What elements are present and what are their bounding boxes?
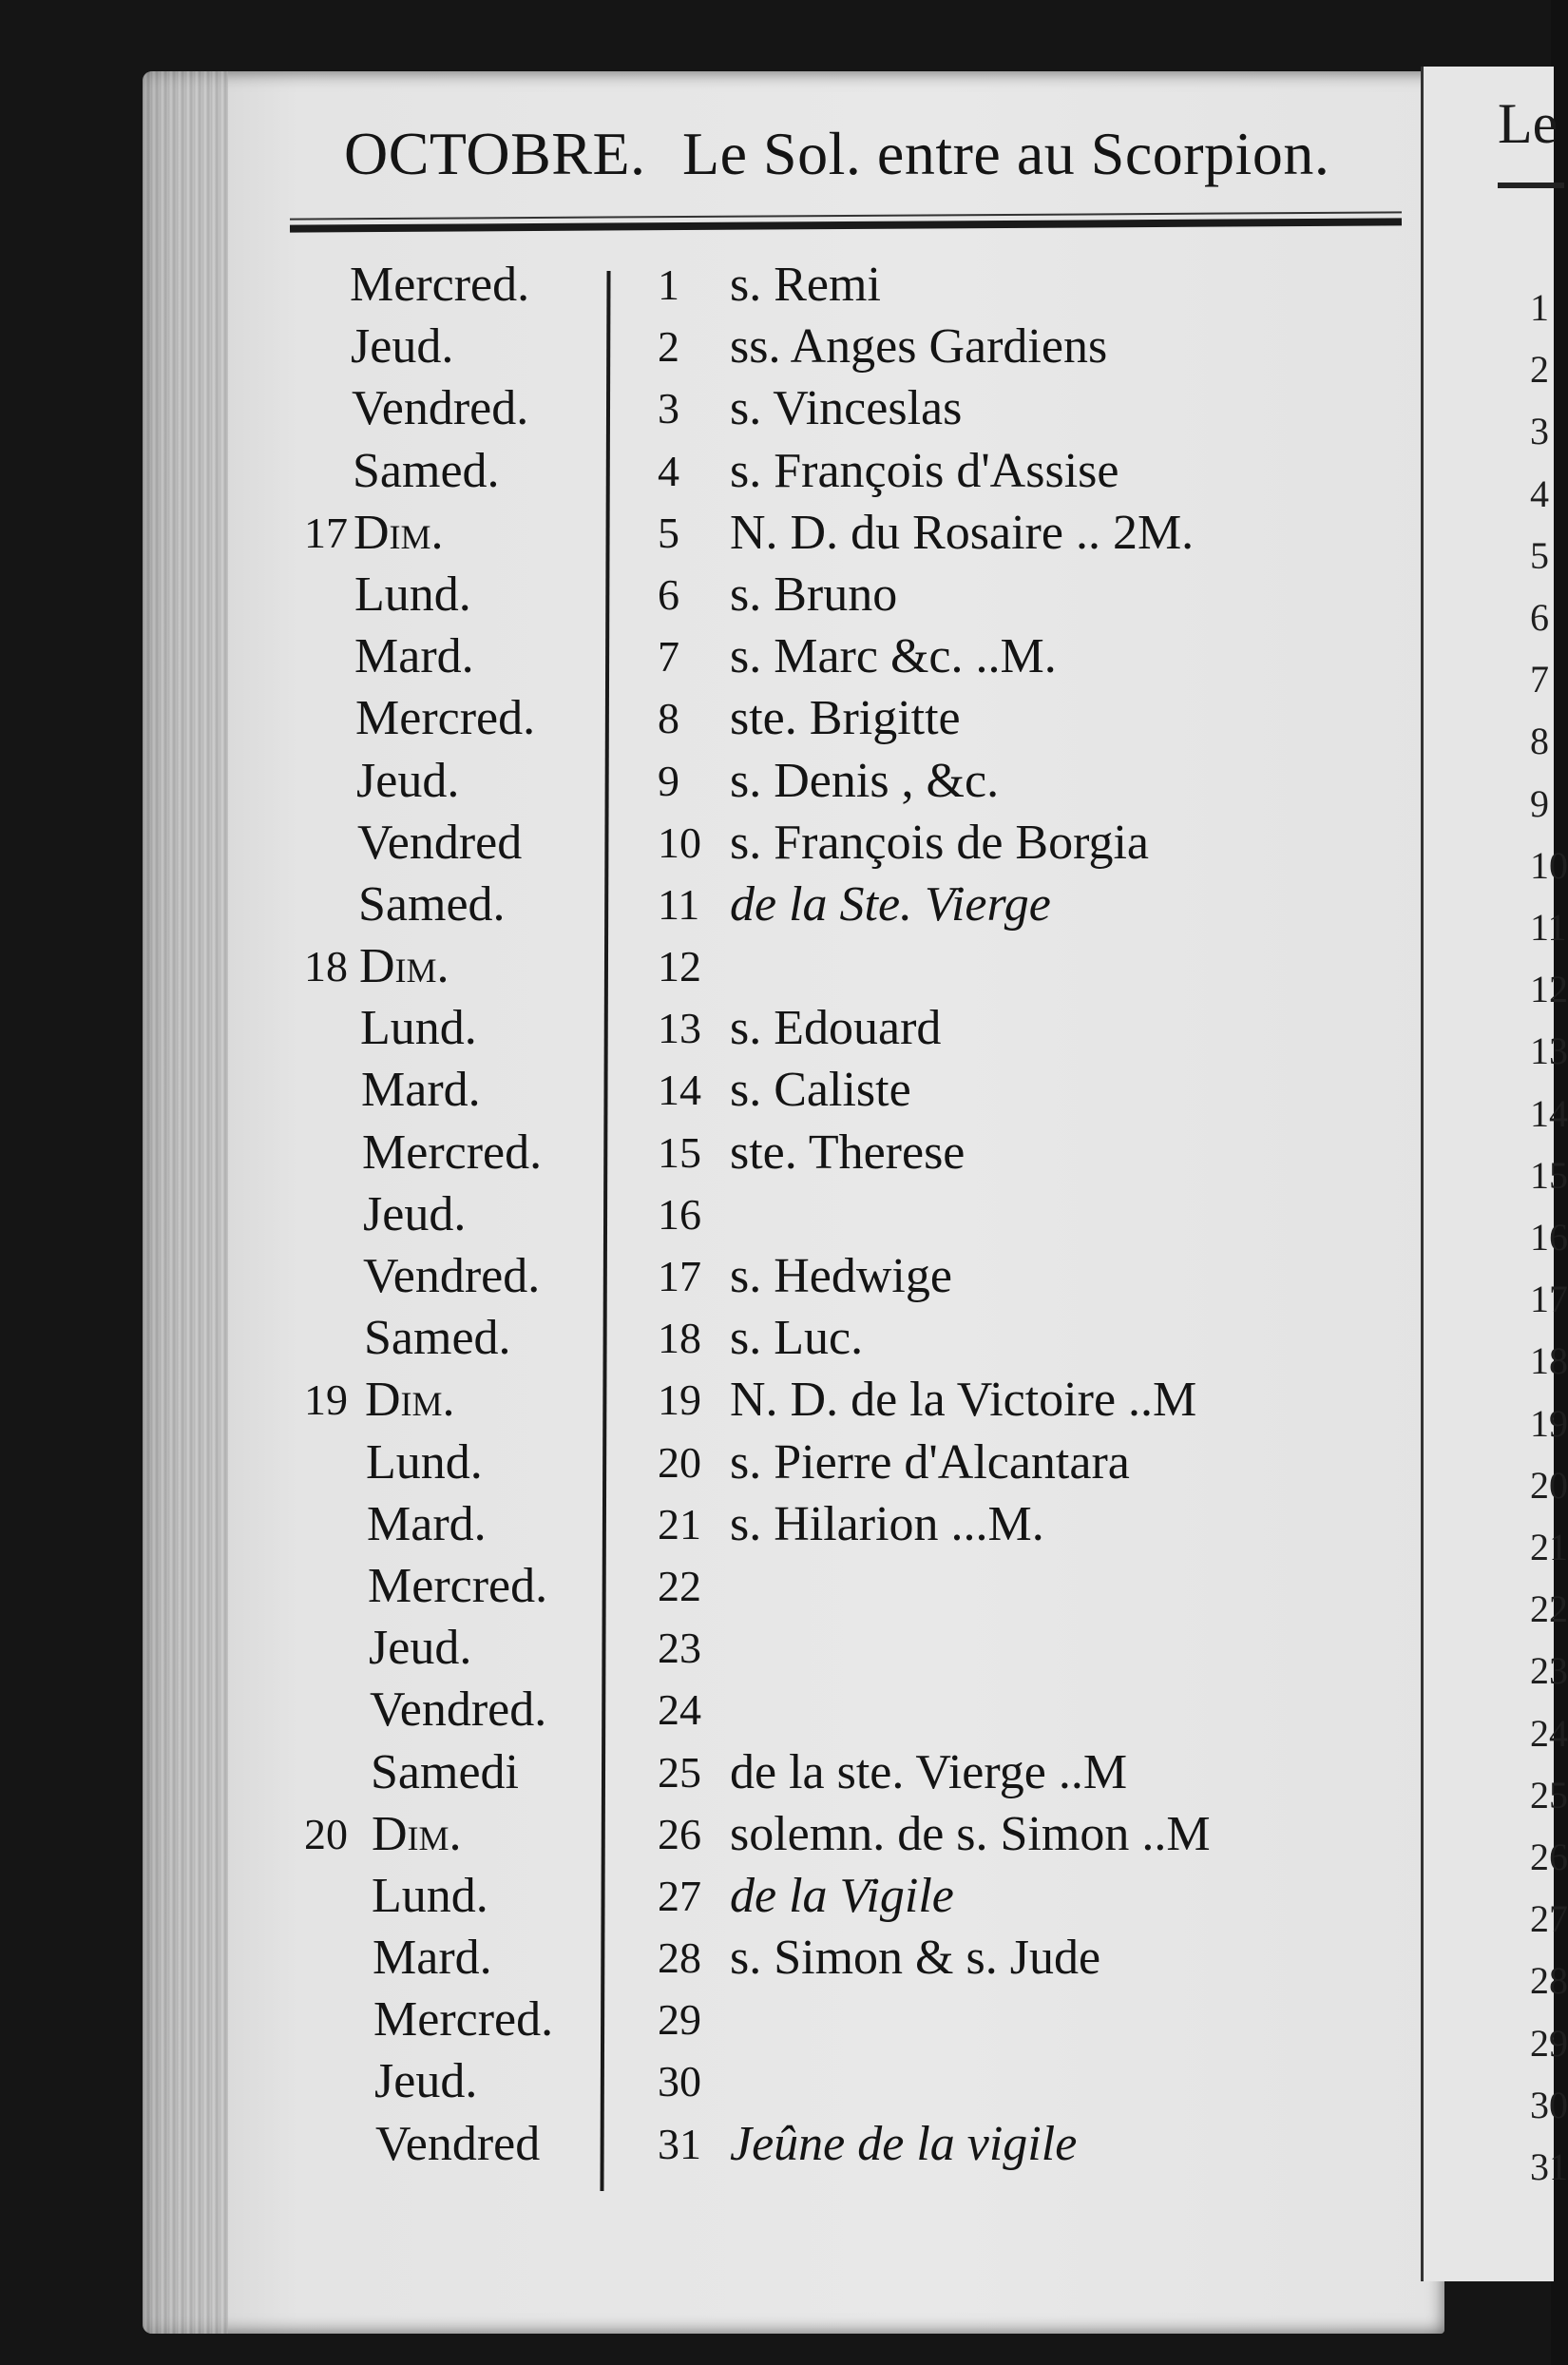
- facing-page-digit: 24: [1530, 1711, 1568, 1755]
- day-number: 30: [658, 2057, 701, 2106]
- weekday: Vendred.: [370, 1682, 547, 1738]
- weekday: Jeud.: [369, 1621, 472, 1676]
- facing-page-digit: 14: [1530, 1091, 1568, 1135]
- facing-page-digit: 1: [1530, 286, 1549, 329]
- feast-entry: ste. Therese: [730, 1125, 966, 1180]
- facing-page-digit: 18: [1530, 1339, 1568, 1383]
- calendar-row: [0, 750, 1551, 812]
- weekday: Jeud.: [374, 2054, 478, 2109]
- calendar-row: [0, 1183, 1551, 1245]
- facing-page-digit: 21: [1530, 1526, 1568, 1568]
- feast-entry: s. Marc &c. ..M.: [730, 629, 1057, 684]
- weekday: Vendred.: [363, 1249, 541, 1303]
- facing-page-digit: 3: [1530, 410, 1549, 453]
- calendar-row: [0, 997, 1551, 1059]
- weekday: Lund.: [366, 1434, 483, 1490]
- facing-page-digit: 19: [1530, 1401, 1568, 1445]
- weekday: Samed.: [353, 443, 500, 498]
- day-number: 3: [658, 384, 679, 433]
- feast-entry: N. D. de la Victoire ..M: [730, 1373, 1197, 1428]
- calendar-row: [0, 874, 1551, 935]
- day-number: 6: [658, 569, 679, 619]
- weekday: Vendred: [375, 2116, 541, 2171]
- facing-page-rule: [1498, 183, 1564, 188]
- calendar-row: [0, 440, 1551, 502]
- calendar-row: [0, 1307, 1551, 1369]
- feast-entry: N. D. du Rosaire .. 2M.: [730, 505, 1195, 560]
- calendar-rows: [0, 254, 1551, 2175]
- weekday: Mard.: [354, 629, 474, 684]
- day-number: 21: [658, 1499, 701, 1548]
- day-number: 26: [658, 1809, 701, 1858]
- calendar-row: [0, 2050, 1551, 2112]
- facing-page-digit: 22: [1530, 1587, 1568, 1631]
- facing-page-digit: 7: [1530, 658, 1549, 702]
- calendar-row: [0, 1927, 1551, 1989]
- calendar-row: [0, 316, 1551, 377]
- weekday: Jeud.: [356, 753, 460, 808]
- feast-entry: de la Vigile: [730, 1868, 954, 1923]
- facing-page-digit: 2: [1530, 348, 1549, 392]
- calendar-row: [0, 254, 1551, 316]
- calendar-row: [0, 1059, 1551, 1121]
- weekday: Mard.: [367, 1496, 487, 1551]
- calendar-row: [0, 812, 1551, 874]
- weekday: Dim.: [365, 1373, 455, 1428]
- month-title: OCTOBRE.: [344, 120, 646, 187]
- calendar-row: [0, 564, 1551, 625]
- weekday: Dim.: [359, 939, 449, 994]
- facing-page-digit: 27: [1530, 1897, 1568, 1941]
- weekday: Mercred.: [350, 258, 530, 312]
- facing-page-digit: 6: [1530, 596, 1549, 639]
- feast-entry: s. Edouard: [730, 1001, 942, 1056]
- feast-entry: s. Vinceslas: [730, 381, 963, 436]
- facing-page-digit: 20: [1530, 1463, 1568, 1507]
- weekday: Mard.: [361, 1063, 481, 1118]
- day-number: 27: [658, 1871, 701, 1920]
- calendar-row: [0, 1369, 1551, 1431]
- day-number: 16: [658, 1189, 701, 1239]
- week-number: 17: [304, 508, 348, 557]
- feast-entry: de la Ste. Vierge: [730, 876, 1051, 932]
- day-number: 23: [658, 1624, 701, 1673]
- facing-page-digit: 26: [1530, 1836, 1568, 1878]
- page-header: [344, 119, 1408, 189]
- calendar-row: [0, 1617, 1551, 1679]
- feast-entry: s. Denis , &c.: [730, 753, 1000, 808]
- weekday: Vendred: [357, 815, 523, 870]
- day-number: 2: [658, 322, 679, 372]
- weekday: Dim.: [372, 1806, 462, 1861]
- weekday: Mercred.: [373, 1992, 554, 2048]
- feast-entry: s. Luc.: [730, 1311, 864, 1366]
- weekday: Mard.: [373, 1931, 492, 1986]
- feast-entry: ss. Anges Gardiens: [730, 319, 1108, 375]
- feast-entry: s. François de Borgia: [730, 815, 1149, 870]
- weekday: Samed.: [358, 876, 506, 932]
- weekday: Mercred.: [355, 691, 536, 746]
- feast-entry: de la ste. Vierge ..M: [730, 1744, 1128, 1799]
- day-number: 15: [658, 1127, 701, 1177]
- weekday: Samedi: [371, 1744, 519, 1799]
- calendar-row: [0, 1865, 1551, 1927]
- calendar-row: [0, 1555, 1551, 1617]
- calendar-row: [0, 1741, 1551, 1803]
- feast-entry: s. Hilarion ...M.: [730, 1496, 1044, 1551]
- weekday: Samed.: [364, 1311, 511, 1366]
- weekday: Lund.: [360, 1001, 477, 1056]
- facing-page-header: Le: [1498, 92, 1558, 155]
- day-number: 14: [658, 1066, 701, 1115]
- feast-entry: s. Pierre d'Alcantara: [730, 1434, 1130, 1490]
- facing-page-digit: 5: [1530, 533, 1549, 577]
- facing-page-digit: 13: [1530, 1029, 1568, 1073]
- day-number: 24: [658, 1685, 701, 1735]
- weekday: Lund.: [354, 567, 471, 622]
- weekday: Jeud.: [351, 319, 454, 375]
- day-number: 7: [658, 632, 679, 682]
- facing-page-digit: 10: [1530, 843, 1568, 887]
- facing-page-digit: 9: [1530, 781, 1549, 825]
- day-number: 25: [658, 1747, 701, 1797]
- feast-entry: s. Simon & s. Jude: [730, 1931, 1101, 1986]
- facing-page-digit: 31: [1530, 2145, 1568, 2188]
- day-number: 9: [658, 756, 679, 805]
- weekday: Mercred.: [362, 1125, 543, 1180]
- calendar-row: [0, 1989, 1551, 2050]
- day-number: 5: [658, 508, 679, 557]
- day-number: 11: [658, 879, 700, 929]
- facing-page-digit: 15: [1530, 1153, 1568, 1197]
- feast-entry: s. Remi: [730, 258, 881, 312]
- day-number: 22: [658, 1561, 701, 1610]
- calendar-row: [0, 625, 1551, 687]
- calendar-row: [0, 1122, 1551, 1183]
- week-number: 19: [304, 1375, 348, 1425]
- day-number: 13: [658, 1004, 701, 1053]
- facing-page-digit: 30: [1530, 2083, 1568, 2126]
- day-number: 19: [658, 1375, 701, 1425]
- calendar-row: [0, 1432, 1551, 1493]
- zodiac-note: Le Sol. entre au Scorpion.: [682, 120, 1330, 187]
- calendar-row: [0, 935, 1551, 997]
- facing-page-digit: 29: [1530, 2021, 1568, 2065]
- facing-page-digit: 17: [1530, 1278, 1568, 1321]
- facing-page-digit: 16: [1530, 1216, 1568, 1259]
- calendar-row: [0, 1493, 1551, 1555]
- day-number: 31: [658, 2119, 701, 2168]
- facing-page-digit: 4: [1530, 471, 1549, 515]
- weekday: Mercred.: [368, 1558, 548, 1613]
- facing-page-digit: 25: [1530, 1773, 1568, 1817]
- calendar-row: [0, 377, 1551, 439]
- calendar-row: [0, 2113, 1551, 2175]
- day-number: 10: [658, 817, 701, 867]
- weekday: Lund.: [372, 1868, 488, 1923]
- feast-entry: s. Bruno: [730, 567, 898, 622]
- week-number: 18: [304, 942, 348, 991]
- day-number: 17: [658, 1252, 701, 1300]
- calendar-row: [0, 1245, 1551, 1307]
- calendar-row: [0, 1803, 1551, 1865]
- day-number: 4: [658, 446, 679, 495]
- day-number: 1: [658, 260, 679, 309]
- day-number: 18: [658, 1314, 701, 1363]
- feast-entry: s. Hedwige: [730, 1249, 952, 1303]
- calendar-row: [0, 687, 1551, 749]
- day-number: 20: [658, 1437, 701, 1487]
- facing-page-digit: 28: [1530, 1959, 1568, 2003]
- weekday: Jeud.: [363, 1186, 467, 1241]
- weekday: Dim.: [354, 505, 444, 560]
- facing-page-digit: 11: [1530, 906, 1567, 949]
- facing-page-digit: 23: [1530, 1649, 1568, 1693]
- day-number: 12: [658, 942, 701, 991]
- feast-entry: s. François d'Assise: [730, 443, 1119, 498]
- feast-entry: solemn. de s. Simon ..M: [730, 1806, 1211, 1861]
- day-number: 8: [658, 694, 679, 743]
- week-number: 20: [304, 1809, 348, 1858]
- calendar-row: [0, 502, 1551, 564]
- feast-entry: ste. Brigitte: [730, 691, 961, 746]
- day-number: 29: [658, 1995, 701, 2045]
- feast-entry: s. Caliste: [730, 1063, 911, 1118]
- feast-entry: Jeûne de la vigile: [730, 2116, 1078, 2171]
- facing-page-digit: 8: [1530, 720, 1549, 763]
- facing-page-digit: 12: [1530, 968, 1568, 1011]
- day-number: 28: [658, 1933, 701, 1983]
- weekday: Vendred.: [352, 381, 529, 436]
- calendar-row: [0, 1679, 1551, 1740]
